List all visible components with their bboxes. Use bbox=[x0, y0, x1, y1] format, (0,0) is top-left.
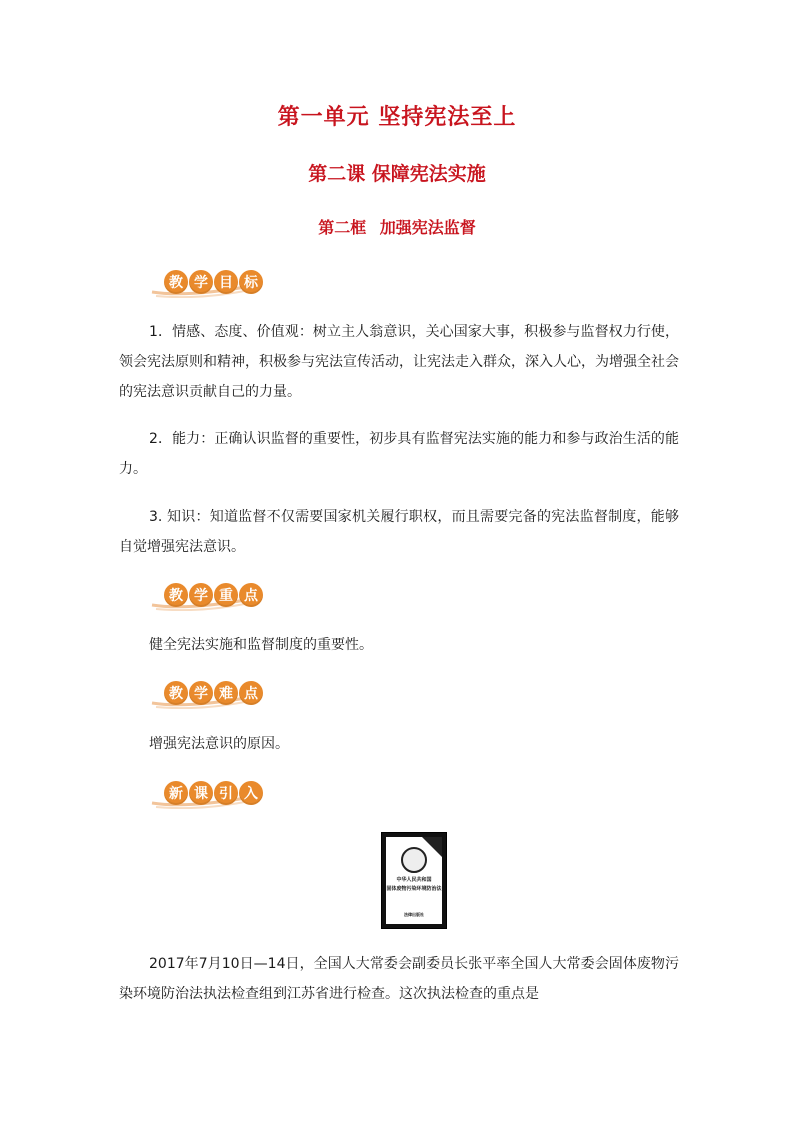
objective-paragraph-2: 2．能力：正确认识监督的重要性，初步具有监督宪法实施的能力和参与政治生活的能力。 bbox=[119, 431, 679, 477]
frame-title: 第二框 加强宪法监督 bbox=[318, 218, 476, 237]
heading-char: 教 bbox=[164, 583, 188, 607]
heading-char: 入 bbox=[239, 781, 263, 805]
heading-char: 学 bbox=[189, 583, 213, 607]
lesson-title: 第二课 保障宪法实施 bbox=[308, 163, 486, 185]
heading-char: 重 bbox=[214, 583, 238, 607]
national-emblem-icon bbox=[401, 847, 427, 873]
heading-char: 目 bbox=[214, 270, 238, 294]
unit-title: 第一单元 坚持宪法至上 bbox=[277, 105, 517, 130]
heading-char: 教 bbox=[164, 681, 188, 705]
heading-char: 课 bbox=[189, 781, 213, 805]
section-heading-key-points bbox=[150, 581, 270, 611]
book-publisher: 法律出版社 bbox=[404, 912, 424, 917]
difficulties-text: 增强宪法意识的原因。 bbox=[149, 736, 289, 752]
heading-char: 新 bbox=[164, 781, 188, 805]
heading-char: 难 bbox=[214, 681, 238, 705]
objective-paragraph-3: 3. 知识：知道监督不仅需要国家机关履行职权，而且需要完备的宪法监督制度，能够自觉增强宪法意识。 bbox=[119, 509, 679, 555]
key-points-text: 健全宪法实施和监督制度的重要性。 bbox=[149, 637, 373, 653]
heading-char: 学 bbox=[189, 681, 213, 705]
section-heading-objectives bbox=[150, 268, 270, 298]
heading-char: 引 bbox=[214, 781, 238, 805]
heading-char: 点 bbox=[239, 583, 263, 607]
heading-char: 教 bbox=[164, 270, 188, 294]
section-heading-intro bbox=[150, 779, 270, 809]
book-title-line1: 中华人民共和国 bbox=[396, 877, 432, 883]
section-heading-difficulties bbox=[150, 679, 270, 709]
heading-char: 点 bbox=[239, 681, 263, 705]
heading-char: 标 bbox=[239, 270, 263, 294]
objective-paragraph-1: 1．情感、态度、价值观：树立主人翁意识，关心国家大事，积极参与监督权力行使，领会宪法原则和精神，积极参与宪法宣传活动，让宪法走入群众，深入人心，为增强全社会的宪法意识贡献自己的力量。 bbox=[119, 324, 679, 400]
law-book-cover-image bbox=[381, 832, 447, 929]
book-title-line2: 固体废物污染环境防治法 bbox=[386, 886, 442, 892]
heading-char: 学 bbox=[189, 270, 213, 294]
intro-paragraph: 2017年7月10日—14日，全国人大常委会副委员长张平率全国人大常委会固体废物污染环境防治法执法检查组到江苏省进行检查。这次执法检查的重点是 bbox=[119, 956, 679, 1002]
